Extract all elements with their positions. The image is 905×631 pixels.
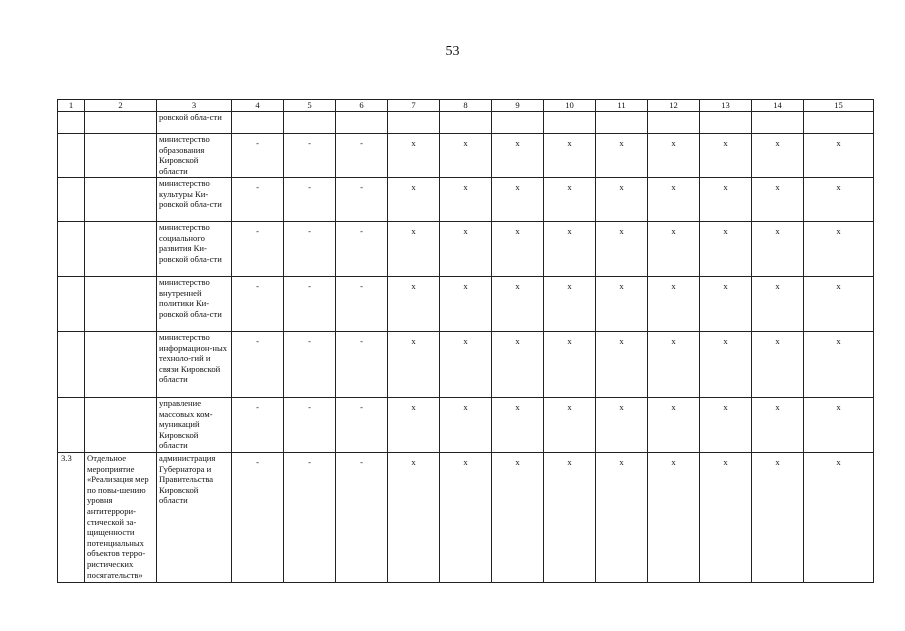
value-cell: x bbox=[492, 453, 544, 583]
header-cell: 9 bbox=[492, 100, 544, 112]
value-cell: x bbox=[596, 453, 648, 583]
value-cell: x bbox=[440, 398, 492, 453]
value-cell: x bbox=[648, 222, 700, 277]
row-number-cell bbox=[58, 332, 85, 398]
page-number: 53 bbox=[445, 44, 460, 59]
table-row bbox=[58, 178, 874, 222]
value-cell: x bbox=[648, 178, 700, 222]
value-cell: x bbox=[804, 453, 874, 583]
value-cell: x bbox=[752, 178, 804, 222]
value-cell: x bbox=[544, 453, 596, 583]
event-name-cell bbox=[85, 178, 157, 222]
value-cell: - bbox=[336, 453, 388, 583]
value-cell bbox=[648, 112, 700, 134]
value-cell: x bbox=[388, 134, 440, 178]
value-cell bbox=[596, 112, 648, 134]
value-cell: x bbox=[596, 222, 648, 277]
value-cell: x bbox=[440, 332, 492, 398]
value-cell: x bbox=[804, 398, 874, 453]
value-cell: x bbox=[440, 178, 492, 222]
value-cell bbox=[336, 112, 388, 134]
value-cell: - bbox=[336, 277, 388, 332]
value-cell: - bbox=[232, 222, 284, 277]
row-number-cell bbox=[58, 222, 85, 277]
header-cell: 7 bbox=[388, 100, 440, 112]
value-cell: x bbox=[752, 453, 804, 583]
executor-cell: министерство внутренней политики Ки-ровской обла-сти bbox=[157, 277, 232, 332]
header-row bbox=[58, 100, 874, 112]
value-cell: - bbox=[284, 178, 336, 222]
value-cell: x bbox=[544, 277, 596, 332]
value-cell bbox=[284, 112, 336, 134]
value-cell: x bbox=[648, 134, 700, 178]
value-cell: x bbox=[648, 453, 700, 583]
value-cell: x bbox=[804, 178, 874, 222]
value-cell: - bbox=[232, 277, 284, 332]
value-cell: - bbox=[336, 222, 388, 277]
executor-cell: министерство культуры Ки-ровской обла-сти bbox=[157, 178, 232, 222]
value-cell: x bbox=[544, 222, 596, 277]
value-cell: - bbox=[232, 453, 284, 583]
value-cell: x bbox=[752, 222, 804, 277]
value-cell: x bbox=[648, 332, 700, 398]
event-name-cell bbox=[85, 222, 157, 277]
value-cell: - bbox=[284, 134, 336, 178]
value-cell: x bbox=[544, 332, 596, 398]
value-cell: x bbox=[492, 332, 544, 398]
value-cell: - bbox=[284, 277, 336, 332]
header-cell: 3 bbox=[157, 100, 232, 112]
value-cell: x bbox=[596, 277, 648, 332]
value-cell bbox=[804, 112, 874, 134]
value-cell: x bbox=[700, 453, 752, 583]
value-cell: x bbox=[804, 134, 874, 178]
value-cell: x bbox=[700, 277, 752, 332]
value-cell: - bbox=[336, 178, 388, 222]
value-cell: x bbox=[388, 222, 440, 277]
value-cell: x bbox=[492, 277, 544, 332]
value-cell: x bbox=[440, 277, 492, 332]
event-name-cell bbox=[85, 332, 157, 398]
row-number-cell bbox=[58, 178, 85, 222]
event-name-cell bbox=[85, 112, 157, 134]
event-name-cell bbox=[85, 134, 157, 178]
value-cell: x bbox=[492, 222, 544, 277]
value-cell: x bbox=[596, 134, 648, 178]
executor-cell: администрация Губернатора и Правительства Кировской области bbox=[157, 453, 232, 583]
executor-cell: министерство образования Кировской области bbox=[157, 134, 232, 178]
header-cell: 6 bbox=[336, 100, 388, 112]
value-cell bbox=[232, 112, 284, 134]
header-cell: 13 bbox=[700, 100, 752, 112]
value-cell: x bbox=[544, 398, 596, 453]
value-cell: x bbox=[648, 398, 700, 453]
value-cell: x bbox=[596, 332, 648, 398]
value-cell: x bbox=[596, 178, 648, 222]
header-cell: 1 bbox=[58, 100, 85, 112]
value-cell: x bbox=[492, 134, 544, 178]
header-cell: 14 bbox=[752, 100, 804, 112]
value-cell: x bbox=[648, 277, 700, 332]
value-cell: - bbox=[232, 332, 284, 398]
executor-cell: министерство социального развития Ки-ровской обла-сти bbox=[157, 222, 232, 277]
value-cell: x bbox=[492, 178, 544, 222]
value-cell: x bbox=[388, 178, 440, 222]
value-cell: x bbox=[492, 398, 544, 453]
value-cell bbox=[440, 112, 492, 134]
value-cell bbox=[388, 112, 440, 134]
value-cell: x bbox=[752, 277, 804, 332]
value-cell: - bbox=[232, 134, 284, 178]
row-number-cell bbox=[58, 277, 85, 332]
executor-cell: министерство информацион-ных техноло-гий и связи Кировской области bbox=[157, 332, 232, 398]
value-cell: x bbox=[388, 398, 440, 453]
value-cell: x bbox=[804, 222, 874, 277]
value-cell: x bbox=[388, 453, 440, 583]
table-row bbox=[58, 332, 874, 398]
value-cell: x bbox=[700, 178, 752, 222]
table-row bbox=[58, 398, 874, 453]
table-row bbox=[58, 277, 874, 332]
table-row bbox=[58, 134, 874, 178]
executor-cell: управление массовых ком-муникаций Кировской области bbox=[157, 398, 232, 453]
header-cell: 10 bbox=[544, 100, 596, 112]
value-cell bbox=[544, 112, 596, 134]
value-cell: x bbox=[544, 178, 596, 222]
value-cell: x bbox=[804, 277, 874, 332]
value-cell: x bbox=[700, 332, 752, 398]
value-cell: x bbox=[700, 398, 752, 453]
row-number-cell bbox=[58, 398, 85, 453]
row-number-cell: 3.3 bbox=[58, 453, 85, 583]
table-row bbox=[58, 453, 874, 583]
value-cell: x bbox=[440, 453, 492, 583]
event-name-cell bbox=[85, 398, 157, 453]
value-cell: x bbox=[388, 277, 440, 332]
value-cell: - bbox=[232, 398, 284, 453]
value-cell: x bbox=[804, 332, 874, 398]
value-cell: x bbox=[388, 332, 440, 398]
header-cell: 15 bbox=[804, 100, 874, 112]
value-cell: x bbox=[752, 134, 804, 178]
header-cell: 2 bbox=[85, 100, 157, 112]
value-cell: x bbox=[700, 222, 752, 277]
value-cell: - bbox=[336, 134, 388, 178]
value-cell: x bbox=[596, 398, 648, 453]
value-cell: x bbox=[752, 398, 804, 453]
table-row bbox=[58, 222, 874, 277]
row-number-cell bbox=[58, 112, 85, 134]
header-cell: 11 bbox=[596, 100, 648, 112]
header-cell: 4 bbox=[232, 100, 284, 112]
value-cell: - bbox=[284, 398, 336, 453]
value-cell: x bbox=[544, 134, 596, 178]
table-row bbox=[58, 112, 874, 134]
value-cell: - bbox=[284, 222, 336, 277]
header-cell: 8 bbox=[440, 100, 492, 112]
value-cell bbox=[752, 112, 804, 134]
header-cell: 5 bbox=[284, 100, 336, 112]
value-cell: - bbox=[336, 332, 388, 398]
value-cell: x bbox=[752, 332, 804, 398]
event-name-cell bbox=[85, 277, 157, 332]
value-cell: x bbox=[700, 134, 752, 178]
value-cell bbox=[492, 112, 544, 134]
value-cell: x bbox=[440, 134, 492, 178]
executor-cell: ровской обла-сти bbox=[157, 112, 232, 134]
program-table bbox=[57, 99, 874, 583]
header-cell: 12 bbox=[648, 100, 700, 112]
value-cell: - bbox=[232, 178, 284, 222]
value-cell: x bbox=[440, 222, 492, 277]
value-cell: - bbox=[284, 332, 336, 398]
value-cell: - bbox=[336, 398, 388, 453]
value-cell bbox=[700, 112, 752, 134]
value-cell: - bbox=[284, 453, 336, 583]
row-number-cell bbox=[58, 134, 85, 178]
event-name-cell: Отдельное мероприятие «Реализация мер по повы-шению уровня антитеррори-стической за-щищенности потенциальных объектов терро-ристических посягательств» bbox=[85, 453, 157, 583]
